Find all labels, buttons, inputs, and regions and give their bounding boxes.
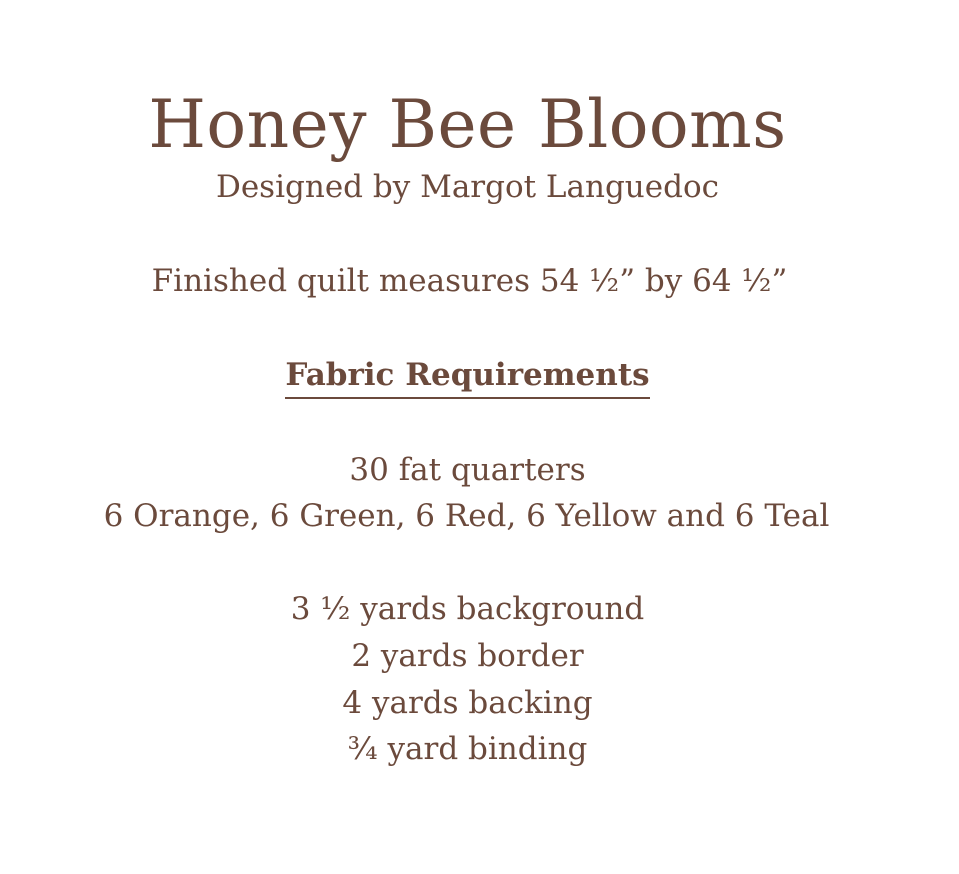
yardage-border: 2 yards border — [351, 638, 584, 674]
yardage-background: 3 ½ yards background — [290, 591, 645, 627]
designer-credit: Designed by Margot Languedoc — [215, 169, 719, 205]
yardage-binding: ¾ yard binding — [347, 731, 588, 767]
fat-quarter-colors: 6 Orange, 6 Green, 6 Red, 6 Yellow and 6 Teal — [103, 498, 830, 534]
pattern-title: Honey Bee Blooms — [148, 86, 787, 163]
fabric-requirements-heading — [0, 357, 947, 393]
fat-quarters-count: 30 fat quarters — [349, 452, 586, 488]
yardage-backing: 4 yards backing — [342, 685, 593, 721]
fabric-requirements-heading-text: Fabric Requirements — [285, 357, 649, 399]
finished-size: Finished quilt measures 54 ½” by 64 ½” — [151, 263, 788, 299]
